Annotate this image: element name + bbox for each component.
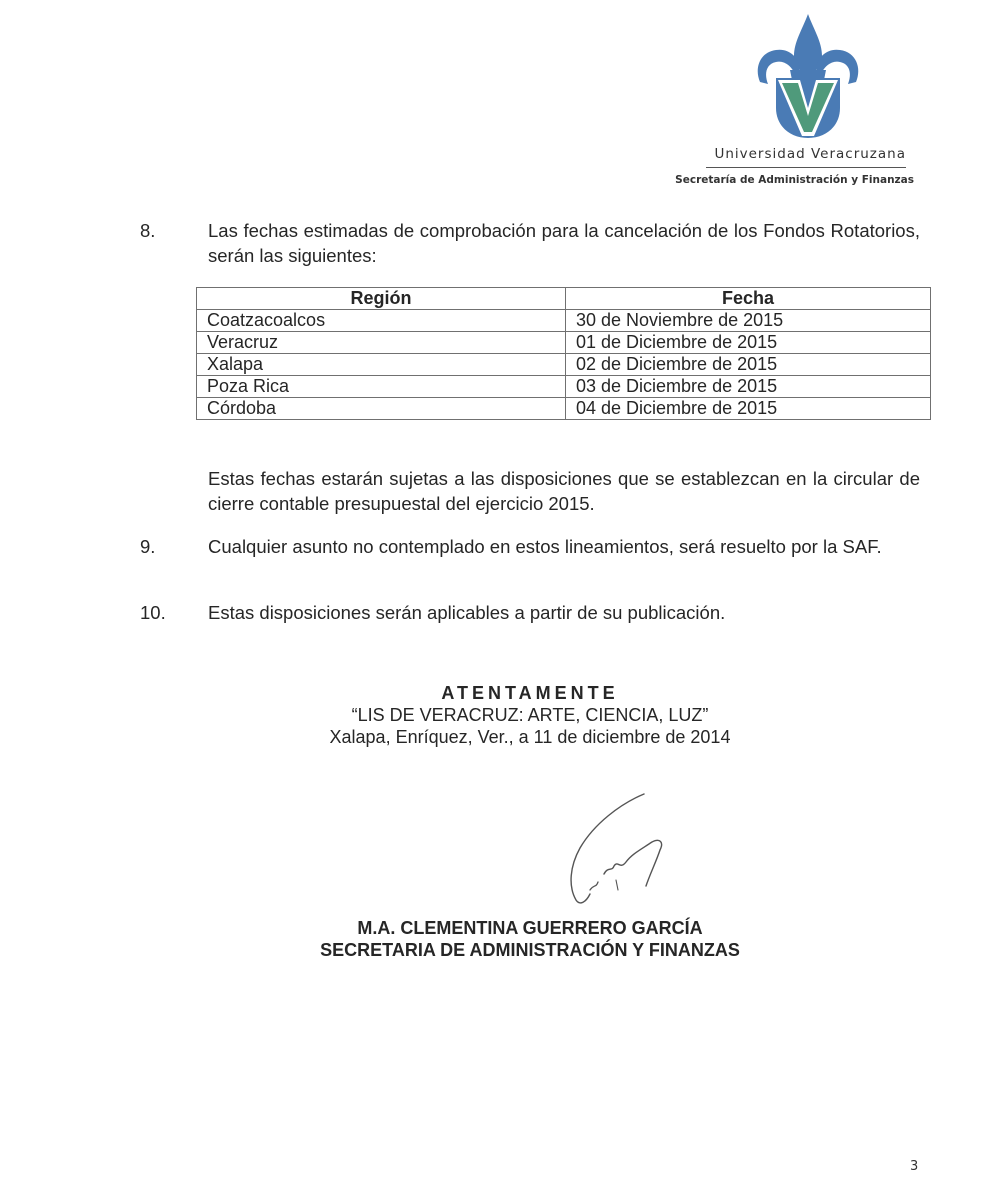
item-text: Cualquier asunto no contemplado en estos lineamientos, será resuelto por la SAF. bbox=[208, 536, 882, 557]
region-cell: Poza Rica bbox=[197, 376, 566, 398]
region-cell: Xalapa bbox=[197, 354, 566, 376]
table-row bbox=[197, 398, 931, 420]
column-header-date: Fecha bbox=[566, 288, 931, 310]
table-row bbox=[197, 332, 931, 354]
institutional-motto: “LIS DE VERACRUZ: ARTE, CIENCIA, LUZ” bbox=[351, 705, 709, 725]
date-cell: 03 de Diciembre de 2015 bbox=[566, 376, 931, 398]
dates-note bbox=[140, 466, 920, 516]
region-cell: Coatzacoalcos bbox=[197, 310, 566, 332]
list-item-9 bbox=[140, 534, 920, 559]
closing-salutation: ATENTAMENTE bbox=[441, 683, 619, 703]
table-row bbox=[197, 376, 931, 398]
table-row bbox=[197, 310, 931, 332]
signatory-name: M.A. CLEMENTINA GUERRERO GARCÍA bbox=[357, 918, 703, 938]
place-and-date: Xalapa, Enríquez, Ver., a 11 de diciembre de 2014 bbox=[329, 727, 731, 747]
uv-fleur-de-lis-logo-icon bbox=[752, 12, 864, 140]
region-cell: Veracruz bbox=[197, 332, 566, 354]
university-name: Universidad Veracruzana bbox=[714, 146, 906, 162]
header-divider bbox=[706, 167, 906, 168]
dates-table bbox=[196, 287, 931, 420]
date-cell: 04 de Diciembre de 2015 bbox=[566, 398, 931, 420]
note-text: Estas fechas estarán sujetas a las disposiciones que se establezcan en la circular de cierre contable presupuestal del ejercicio 2015. bbox=[208, 468, 920, 514]
table-row bbox=[197, 354, 931, 376]
list-item-8 bbox=[140, 218, 920, 268]
table-header-row bbox=[197, 288, 931, 310]
column-header-region: Región bbox=[197, 288, 566, 310]
date-cell: 01 de Diciembre de 2015 bbox=[566, 332, 931, 354]
region-cell: Córdoba bbox=[197, 398, 566, 420]
signatory-title: SECRETARIA DE ADMINISTRACIÓN Y FINANZAS bbox=[320, 940, 740, 960]
item-number: 9. bbox=[140, 536, 156, 557]
handwritten-signature-icon bbox=[560, 790, 690, 910]
list-item-10 bbox=[140, 600, 920, 625]
item-number: 10. bbox=[140, 602, 166, 623]
page-number: 3 bbox=[910, 1159, 919, 1174]
item-text: Las fechas estimadas de comprobación para la cancelación de los Fondos Rotatorios, serán las siguientes: bbox=[208, 220, 920, 266]
item-number: 8. bbox=[140, 220, 156, 241]
date-cell: 30 de Noviembre de 2015 bbox=[566, 310, 931, 332]
date-cell: 02 de Diciembre de 2015 bbox=[566, 354, 931, 376]
department-name: Secretaría de Administración y Finanzas bbox=[675, 174, 914, 186]
item-text: Estas disposiciones serán aplicables a partir de su publicación. bbox=[208, 602, 726, 623]
